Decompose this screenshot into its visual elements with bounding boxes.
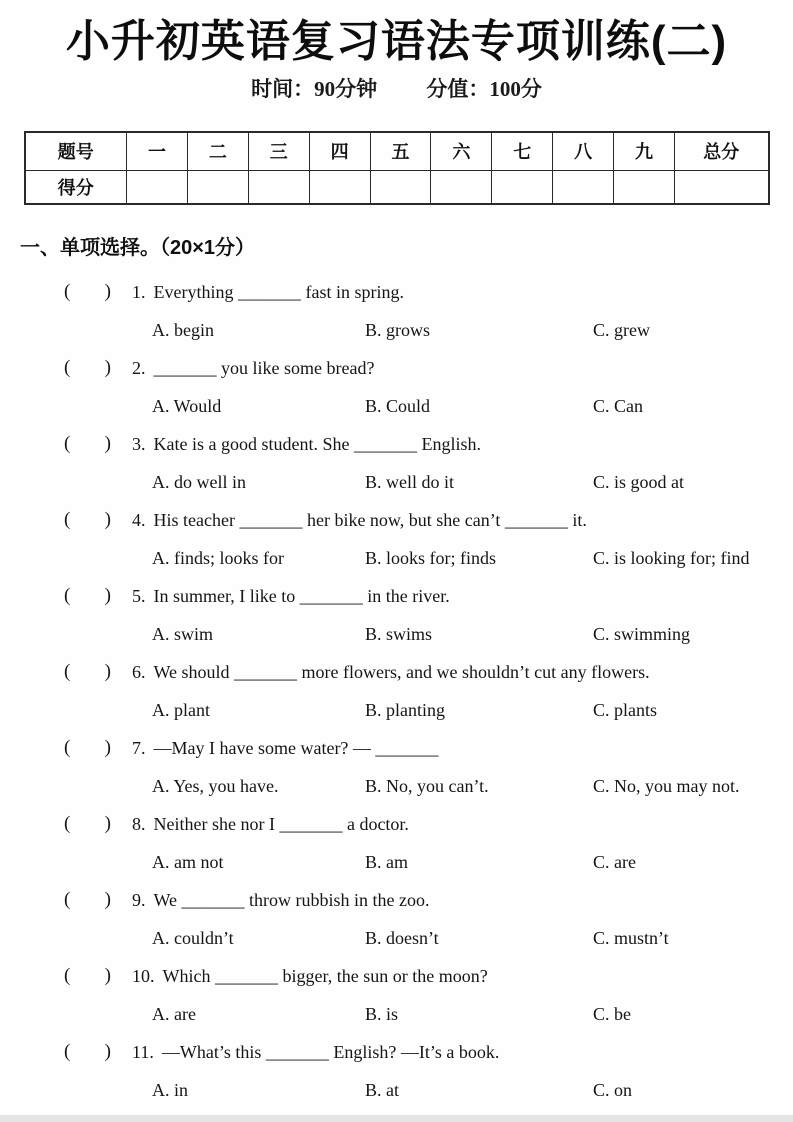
option-line: [152, 463, 793, 501]
option-b: B. doesn’t: [365, 927, 439, 948]
question-number: 5.: [132, 585, 146, 606]
question-text: His teacher _______ her bike now, but she can’t _______ it.: [153, 509, 587, 530]
score-cell: [553, 170, 614, 204]
option-c: C. on: [593, 1079, 633, 1100]
option-c: C. grew: [593, 319, 650, 340]
score-table: [24, 131, 770, 205]
option-line: [152, 539, 793, 577]
question-text: Neither she nor I _______ a doctor.: [153, 813, 409, 834]
option-c: C. is looking for; find: [593, 547, 750, 568]
score-col-header: 四: [309, 132, 370, 170]
question-item: [64, 729, 793, 805]
answer-paren: [64, 889, 111, 911]
score-cell: [370, 170, 431, 204]
question-text: In summer, I like to _______ in the river.: [153, 585, 450, 606]
score-cell: [675, 170, 769, 204]
option-b: B. am: [365, 851, 408, 872]
question-text: Which _______ bigger, the sun or the moon?: [162, 965, 488, 986]
option-line: [152, 691, 793, 729]
question-text: We should _______ more flowers, and we shouldn’t cut any flowers.: [153, 661, 650, 682]
answer-paren-open: (: [64, 281, 71, 302]
option-line: [152, 1071, 793, 1109]
option-c: C. mustn’t: [593, 927, 669, 948]
score-col-header: 九: [614, 132, 675, 170]
score-col-header: 七: [492, 132, 553, 170]
option-a: A. begin: [152, 319, 214, 340]
score-cell: [614, 170, 675, 204]
question-text: Kate is a good student. She _______ English.: [153, 433, 481, 454]
option-line: [152, 767, 793, 805]
question-line: [64, 577, 793, 615]
question-line: [64, 425, 793, 463]
question-item: [64, 805, 793, 881]
question-list: [0, 273, 793, 1109]
question-number: 4.: [132, 509, 146, 530]
answer-paren-close: ): [104, 813, 111, 834]
question-item: [64, 273, 793, 349]
option-a: A. do well in: [152, 471, 246, 492]
answer-paren-open: (: [64, 737, 71, 758]
option-b: B. at: [365, 1079, 399, 1100]
question-text: We _______ throw rubbish in the zoo.: [153, 889, 430, 910]
option-c: C. plants: [593, 699, 658, 720]
score-col-header: 总分: [675, 132, 769, 170]
option-line: [152, 387, 793, 425]
question-line: [64, 349, 793, 387]
answer-paren: [64, 965, 111, 987]
question-item: [64, 425, 793, 501]
option-b: B. well do it: [365, 471, 454, 492]
question-text: —What’s this _______ English? —It’s a book.: [161, 1041, 500, 1062]
option-b: B. grows: [365, 319, 431, 340]
question-number: 1.: [132, 281, 146, 302]
answer-paren: [64, 509, 111, 531]
option-c: C. are: [593, 851, 636, 872]
score-cell: [431, 170, 492, 204]
option-a: A. am not: [152, 851, 224, 872]
option-line: [152, 311, 793, 349]
score-col-header: 八: [553, 132, 614, 170]
answer-paren: [64, 433, 111, 455]
question-number: 9.: [132, 889, 146, 910]
score-cell: [309, 170, 370, 204]
option-b: B. Could: [365, 395, 431, 416]
question-number: 3.: [132, 433, 146, 454]
question-item: [64, 349, 793, 425]
option-line: [152, 615, 793, 653]
answer-paren: [64, 281, 111, 303]
question-item: [64, 1033, 793, 1109]
answer-paren-close: ): [104, 661, 111, 682]
answer-paren-open: (: [64, 357, 71, 378]
answer-paren-close: ): [104, 433, 111, 454]
answer-paren: [64, 813, 111, 835]
answer-paren-open: (: [64, 509, 71, 530]
option-c: C. is good at: [593, 471, 685, 492]
answer-paren-open: (: [64, 889, 71, 910]
score-row-label: 得分: [25, 170, 127, 204]
score-cell: [187, 170, 248, 204]
answer-paren-open: (: [64, 661, 71, 682]
option-a: A. swim: [152, 623, 214, 644]
question-item: [64, 653, 793, 729]
answer-paren: [64, 661, 111, 683]
score-col-header: 五: [370, 132, 431, 170]
answer-paren-close: ): [104, 1041, 111, 1062]
option-b: B. No, you can’t.: [365, 775, 489, 796]
option-c: C. Can: [593, 395, 644, 416]
option-line: [152, 919, 793, 957]
answer-paren-open: (: [64, 433, 71, 454]
question-number: 8.: [132, 813, 146, 834]
page-bottom-edge: [0, 1115, 793, 1122]
question-item: [64, 577, 793, 653]
page-title: 小升初英语复习语法专项训练(二): [65, 17, 728, 66]
option-b: B. planting: [365, 699, 445, 720]
question-text: Everything _______ fast in spring.: [153, 281, 404, 302]
question-number: 10.: [132, 965, 155, 986]
answer-paren-close: ): [104, 357, 111, 378]
option-a: A. Would: [152, 395, 222, 416]
option-line: [152, 843, 793, 881]
answer-paren-close: ): [104, 281, 111, 302]
option-c: C. swimming: [593, 623, 691, 644]
answer-paren-close: ): [104, 585, 111, 606]
option-b: B. looks for; finds: [365, 547, 497, 568]
question-number-header: 题号: [25, 132, 127, 170]
question-text: —May I have some water? — _______: [153, 737, 439, 758]
question-line: [64, 957, 793, 995]
question-number: 6.: [132, 661, 146, 682]
answer-paren-open: (: [64, 585, 71, 606]
answer-paren: [64, 585, 111, 607]
option-a: A. in: [152, 1079, 188, 1100]
option-c: C. No, you may not.: [593, 775, 740, 796]
score-col-header: 三: [248, 132, 309, 170]
question-line: [64, 1033, 793, 1071]
question-line: [64, 881, 793, 919]
question-number: 11.: [132, 1041, 154, 1062]
question-text: _______ you like some bread?: [153, 357, 375, 378]
answer-paren-close: ): [104, 737, 111, 758]
option-a: A. couldn’t: [152, 927, 234, 948]
score-cell: [127, 170, 188, 204]
answer-paren-open: (: [64, 965, 71, 986]
score-table-score-row: [25, 170, 769, 204]
time-label: 时间：90分钟: [251, 77, 378, 101]
exam-subtitle: [0, 75, 793, 103]
option-a: A. are: [152, 1003, 196, 1024]
answer-paren-close: ): [104, 889, 111, 910]
answer-paren-open: (: [64, 813, 71, 834]
question-line: [64, 273, 793, 311]
question-item: [64, 501, 793, 577]
score-cell: [492, 170, 553, 204]
question-number: 7.: [132, 737, 146, 758]
question-line: [64, 501, 793, 539]
answer-paren-close: ): [104, 509, 111, 530]
score-col-header: 二: [187, 132, 248, 170]
option-a: A. plant: [152, 699, 210, 720]
option-b: B. swims: [365, 623, 433, 644]
option-a: A. Yes, you have.: [152, 775, 279, 796]
score-value-label: 分值：100分: [426, 77, 542, 101]
option-c: C. be: [593, 1003, 631, 1024]
question-line: [64, 729, 793, 767]
answer-paren: [64, 357, 111, 379]
option-a: A. finds; looks for: [152, 547, 284, 568]
answer-paren: [64, 1041, 111, 1063]
question-line: [64, 805, 793, 843]
score-col-header: 六: [431, 132, 492, 170]
section-heading: 一、单项选择。（20×1分）: [20, 237, 256, 259]
question-item: [64, 881, 793, 957]
answer-paren-close: ): [104, 965, 111, 986]
question-number: 2.: [132, 357, 146, 378]
score-table-header-row: [25, 132, 769, 170]
question-line: [64, 653, 793, 691]
score-col-header: 一: [127, 132, 188, 170]
option-line: [152, 995, 793, 1033]
answer-paren: [64, 737, 111, 759]
answer-paren-open: (: [64, 1041, 71, 1062]
question-item: [64, 957, 793, 1033]
score-cell: [248, 170, 309, 204]
option-b: B. is: [365, 1003, 399, 1024]
